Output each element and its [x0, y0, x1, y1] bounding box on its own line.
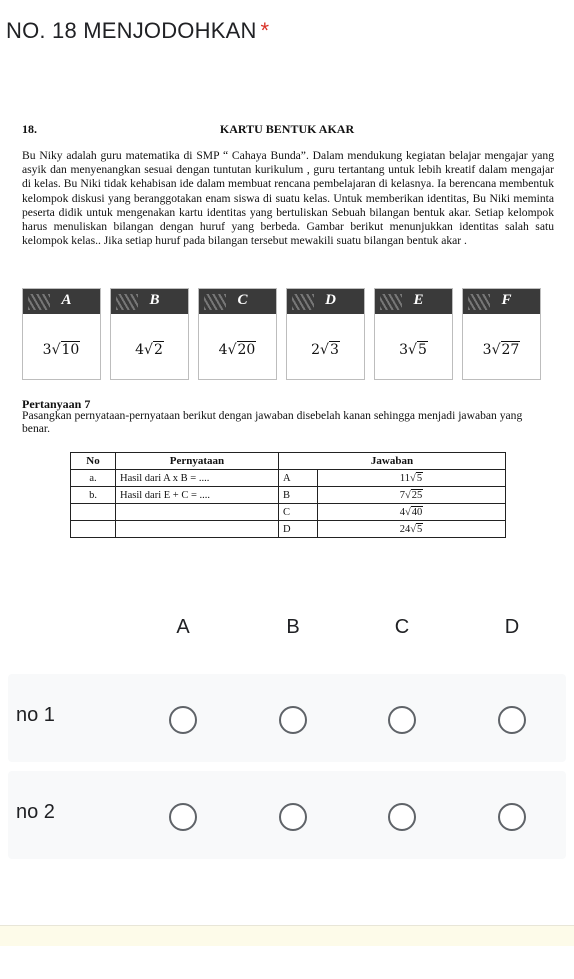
column-header-d: D [504, 616, 520, 638]
table-row: C 4√40 [71, 504, 506, 521]
header-statement: Pernyataan [116, 453, 279, 470]
matching-table [70, 452, 506, 538]
card-letter: A [61, 292, 72, 308]
card-letter: F [501, 292, 512, 308]
problem-paragraph: Bu Niky adalah guru matematika di SMP “ Cahaya Bunda”. Dalam mendukung kegiatan belajar mengajar yang asyik dan menyenangkan sesuai dengan tuntutan kurikulum , guru tertantang untuk lebih kreatif dalam mengajar di kelas. Bu Niki tidak kehabisan ide dalam membuat rencana pembelajaran di kelasnya. Ia berencana membentuk kelompok diskusi yang beranggotakan enam siswa di suatu kelas. Untuk memberikan identitas, Bu Niki meminta peserta didik untuk mengenakan kartu identitas yang bertuliskan Sebuah bilangan bentuk akar. Setiap kelompok harus menuliskan bilangan dengan huruf yang berbeda. Gambar berikut menunjukkan identitas salah satu kelompok kelas.. Jika setiap huruf pada bilangan tersebut mewakili suatu bilangan bentuk akar . [22, 149, 554, 248]
card-header [111, 289, 188, 314]
pertanyaan-title: Pertanyaan 7 [22, 397, 91, 411]
card-header [463, 289, 540, 314]
grid-row-no1 [8, 674, 566, 762]
header-no: No [71, 453, 116, 470]
row-label: no 2 [16, 801, 55, 823]
answer-value: 7√25 [318, 487, 506, 504]
card-f [462, 288, 541, 380]
problem-heading: KARTU BENTUK AKAR [219, 122, 355, 136]
answer-value: 11√5 [318, 470, 506, 487]
question-title [6, 18, 269, 44]
table-row: b. Hasil dari E + C = .... B 7√25 [71, 487, 506, 504]
row-label: no 1 [16, 704, 55, 726]
card-letter: D [325, 292, 336, 308]
question-title-text: NO. 18 MENJODOHKAN [6, 18, 257, 43]
card-header [375, 289, 452, 314]
answer-value: 24√5 [318, 521, 506, 538]
card-letter: E [413, 292, 424, 308]
table-row: a. Hasil dari A x B = .... A 11√5 [71, 470, 506, 487]
card-letter: B [149, 292, 160, 308]
column-header-b: B [286, 616, 300, 638]
radio-no1-d[interactable] [498, 706, 526, 734]
card-header [199, 289, 276, 314]
card-value: 3√5 [399, 342, 427, 358]
answer-value: 4√40 [318, 504, 506, 521]
card-letter: C [237, 292, 248, 308]
required-asterisk: * [260, 18, 270, 43]
card-value: 4√2 [135, 342, 163, 358]
card-value: 2√3 [311, 342, 339, 358]
card-value: 3√10 [42, 342, 80, 358]
radio-no2-a[interactable] [169, 803, 197, 831]
radio-no1-c[interactable] [388, 706, 416, 734]
grid-column-headers [0, 616, 574, 640]
problem-number: 18. [22, 122, 37, 136]
card-header [23, 289, 100, 314]
card-e [374, 288, 453, 380]
radio-no2-b[interactable] [279, 803, 307, 831]
question-image [0, 108, 574, 560]
radio-no1-a[interactable] [169, 706, 197, 734]
header-answer: Jawaban [279, 453, 506, 470]
column-header-c: C [394, 616, 410, 638]
grid-row-no2 [8, 771, 566, 859]
card-value: 4√20 [218, 342, 256, 358]
card-b [110, 288, 189, 380]
card-header [287, 289, 364, 314]
pertanyaan-text: Pasangkan pernyataan-pernyataan berikut dengan jawaban disebelah kanan sehingga menjadi jawaban yang benar. [22, 409, 523, 435]
card-d [286, 288, 365, 380]
radio-no2-d[interactable] [498, 803, 526, 831]
radio-no2-c[interactable] [388, 803, 416, 831]
card-a [22, 288, 101, 380]
root-cards [22, 288, 540, 380]
card-c [198, 288, 277, 380]
table-header-row [71, 453, 506, 470]
table-row: D 24√5 [71, 521, 506, 538]
radio-no1-b[interactable] [279, 706, 307, 734]
bottom-band [0, 925, 574, 946]
card-value: 3√27 [482, 342, 520, 358]
column-header-a: A [176, 616, 190, 638]
